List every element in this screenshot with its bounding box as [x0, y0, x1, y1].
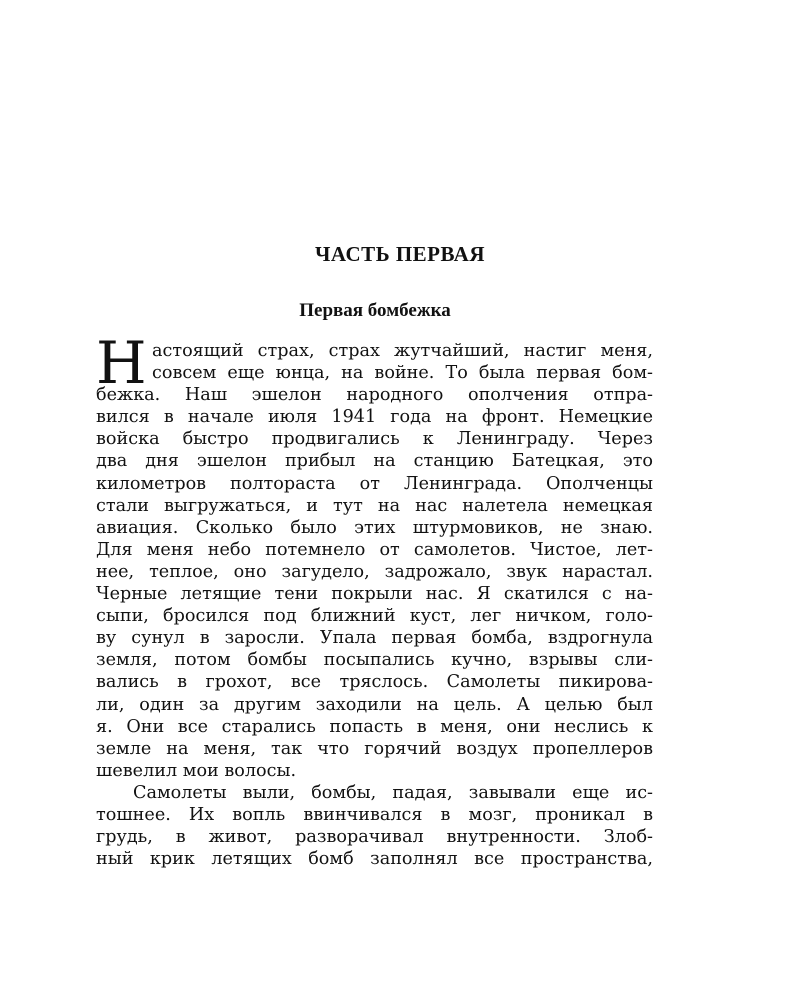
text-line: нее, теплое, оно загудело, задрожало, звук нарастал.: [96, 561, 653, 582]
text-line: два дня эшелон прибыл на станцию Батецкая, это: [96, 451, 653, 472]
text-line: Черные летящие тени покрыли нас. Я скатился с на-: [96, 584, 653, 605]
text-line: ли, один за другим заходили на цель. А целью был: [96, 694, 653, 715]
text-line: Для меня небо потемнело от самолетов. Чистое, лет-: [96, 539, 653, 560]
text-line: земле на меня, так что горячий воздух пропеллеров: [96, 738, 653, 759]
text-line: авиация. Сколько было этих штурмовиков, не знаю.: [96, 517, 653, 538]
text-line: астоящий страх, страх жутчайший, настиг меня,: [152, 341, 653, 361]
text-line: ный крик летящих бомб заполнял все пространства,: [96, 849, 653, 870]
text-line: земля, потом бомбы посыпались кучно, взрывы сли-: [96, 650, 653, 671]
text-line: вился в начале июля 1941 года на фронт. Немецкие: [96, 407, 653, 428]
text-line: сыпи, бросился под ближний куст, лег ничком, голо-: [96, 606, 653, 627]
part-title: ЧАСТЬ ПЕРВАЯ: [314, 242, 486, 266]
text-line: совсем еще юнца, на войне. То была первая бом-: [152, 363, 653, 384]
text-line: тошнее. Их вопль ввинчивался в мозг, проникал в: [96, 804, 653, 825]
text-line: бежка. Наш эшелон народного ополчения отпра-: [96, 385, 653, 406]
text-line: стали выгружаться, и тут на нас налетела немецкая: [96, 495, 653, 516]
text-line: вались в грохот, все тряслось. Самолеты пикирова-: [96, 672, 653, 693]
text-line: Самолеты выли, бомбы, падая, завывали еще ис-: [133, 782, 653, 803]
drop-cap: Н: [96, 329, 147, 397]
text-line: я. Они все старались попасть в меня, они неслись к: [96, 716, 653, 737]
text-line: километров полтораста от Ленинграда. Ополченцы: [96, 473, 653, 494]
text-line: войска быстро продвигались к Ленинграду. Через: [96, 429, 653, 450]
text-line: грудь, в живот, разворачивал внутренности. Злоб-: [96, 827, 653, 848]
body-text: [96, 329, 653, 870]
text-line: ву сунул в заросли. Упала первая бомба, вздрогнула: [96, 628, 653, 649]
text-line: шевелил мои волосы.: [96, 760, 297, 781]
chapter-title: Первая бомбежка: [299, 300, 451, 321]
